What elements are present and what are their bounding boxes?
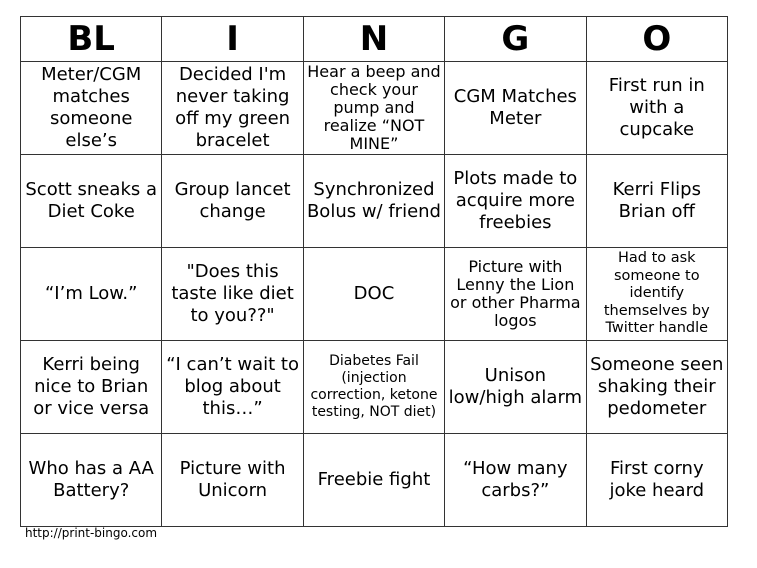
bingo-cell: Hear a beep and check your pump and realize “NOT MINE”: [303, 62, 444, 155]
bingo-cell: Who has a AA Battery?: [21, 434, 162, 527]
bingo-cell: Group lancet change: [162, 155, 303, 248]
bingo-row: [21, 155, 728, 248]
bingo-cell: Kerri being nice to Brian or vice versa: [21, 341, 162, 434]
bingo-cell-free-space: DOC: [303, 248, 444, 341]
bingo-cell: Picture with Unicorn: [162, 434, 303, 527]
bingo-cell: “How many carbs?”: [445, 434, 586, 527]
source-url: http://print-bingo.com: [25, 526, 158, 540]
bingo-cell: Diabetes Fail (injection correction, ketone testing, NOT diet): [303, 341, 444, 434]
header-letter-n: N: [303, 17, 444, 62]
header-letter-b: BL: [21, 17, 162, 62]
bingo-row: [21, 434, 728, 527]
bingo-grid: [20, 16, 728, 527]
bingo-cell: Plots made to acquire more freebies: [445, 155, 586, 248]
bingo-cell: Kerri Flips Brian off: [586, 155, 727, 248]
bingo-cell: First run in with a cupcake: [586, 62, 727, 155]
bingo-cell: CGM Matches Meter: [445, 62, 586, 155]
bingo-cell: Decided I'm never taking off my green bracelet: [162, 62, 303, 155]
bingo-row: [21, 248, 728, 341]
header-row: [21, 17, 728, 62]
header-letter-g: G: [445, 17, 586, 62]
bingo-card: [20, 16, 728, 527]
bingo-cell: Freebie fight: [303, 434, 444, 527]
bingo-cell: Synchronized Bolus w/ friend: [303, 155, 444, 248]
bingo-cell: Picture with Lenny the Lion or other Pharma logos: [445, 248, 586, 341]
bingo-cell: "Does this taste like diet to you??": [162, 248, 303, 341]
header-letter-o: O: [586, 17, 727, 62]
bingo-cell: Unison low/high alarm: [445, 341, 586, 434]
bingo-row: [21, 62, 728, 155]
header-letter-i: I: [162, 17, 303, 62]
bingo-row: [21, 341, 728, 434]
bingo-cell: Scott sneaks a Diet Coke: [21, 155, 162, 248]
bingo-cell: “I’m Low.”: [21, 248, 162, 341]
bingo-cell: Meter/CGM matches someone else’s: [21, 62, 162, 155]
bingo-cell: Had to ask someone to identify themselves by Twitter handle: [586, 248, 727, 341]
bingo-cell: “I can’t wait to blog about this…”: [162, 341, 303, 434]
bingo-cell: Someone seen shaking their pedometer: [586, 341, 727, 434]
bingo-cell: First corny joke heard: [586, 434, 727, 527]
